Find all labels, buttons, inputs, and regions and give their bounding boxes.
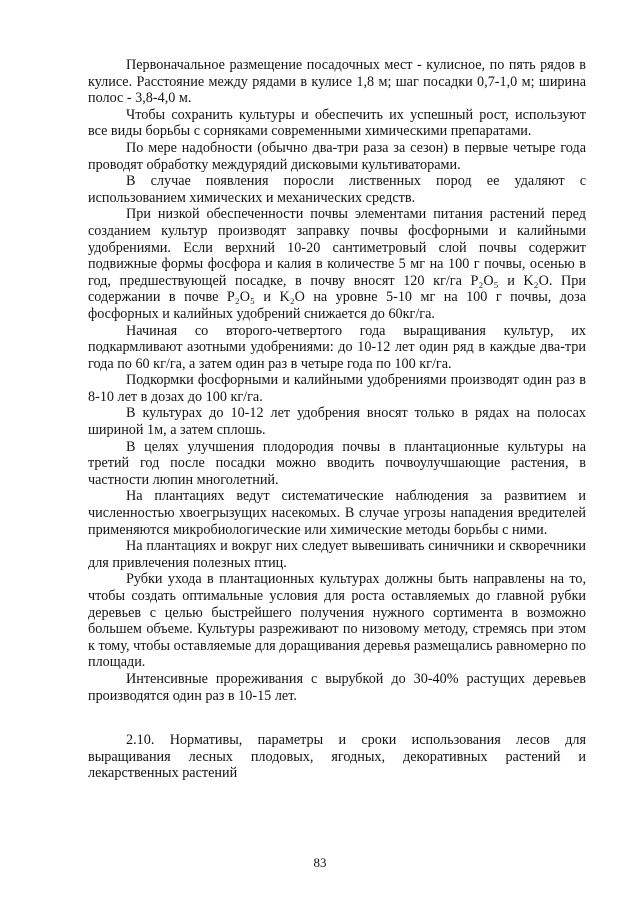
paragraph-3: По мере надобности (обычно два-три раза за сезон) в первые четыре года проводят обработку междурядий дисковыми культиваторами. <box>88 139 586 173</box>
body-text <box>88 57 586 782</box>
paragraph-13: Интенсивные прореживания с вырубкой до 30-40% растущих деревьев производятся один раз в 10-15 лет. <box>88 670 586 704</box>
paragraph-1: Первоначальное размещение посадочных мест - кулисное, по пять рядов в кулисе. Расстояние между рядами в кулисе 1,8 м; шаг посадки 0,7-1,0 м; ширина полос - 3,8-4,0 м. <box>88 57 586 107</box>
paragraph-11: На плантациях и вокруг них следует вывешивать синичники и скворечники для привлечения полезных птиц. <box>88 538 586 571</box>
paragraph-8: В культурах до 10-12 лет удобрения вносят только в рядах на полосах шириной 1м, а затем сплошь. <box>88 405 586 439</box>
paragraph-9: В целях улучшения плодородия почвы в плантационные культуры на третий год после посадки можно вводить почвоулучшающие растения, в частности люпин многолетний. <box>88 438 586 488</box>
section-heading: 2.10. Нормативы, параметры и сроки использования лесов для выращивания лесных плодовых, ягодных, декоративных растений и лекарственных растений <box>88 732 586 782</box>
paragraph-6: Начиная со второго-четвертого года выращивания культур, их подкармливают азотными удобрениями: до 10-12 лет один ряд в каждые два-три года по 60 кг/га, а затем один раз в четыре года по 100 кг/га. <box>88 322 586 372</box>
paragraph-2: Чтобы сохранить культуры и обеспечить их успешный рост, используют все виды борьбы с сорняками современными химическими препаратами. <box>88 106 586 140</box>
paragraph-7: Подкормки фосфорными и калийными удобрениями производят один раз в 8-10 лет в дозах до 100 кг/га. <box>88 372 586 405</box>
page-number: 83 <box>313 855 327 870</box>
paragraph-5: При низкой обеспеченности почвы элементами питания растений перед созданием культур производят заправку почвы фосфорными и калийными удобрениями. Если верхний 10-20 сантиметровый слой почвы содержит подвижные формы фосфора и калия в количестве 5 мг на 100 г почвы, осенью в год, предшествующей посадке, в почву вносят 120 кг/га P₂O₅ и K₂O. При содержании в почве P₂O₅ и K₂O на уровне 5-10 мг на 100 г почвы, доза фосфорных и калийных удобрений снижается до 60кг/га. <box>88 206 586 322</box>
paragraph-10: На плантациях ведут систематические наблюдения за развитием и численностью хвоегрызущих насекомых. В случае угрозы нападения вредителей применяются микробиологические или химические методы борьбы с ними. <box>88 488 586 538</box>
paragraph-4: В случае появления поросли лиственных пород ее удаляют с использованием химических и механических средств. <box>88 173 586 206</box>
paragraph-12: Рубки ухода в плантационных культурах должны быть направлены на то, чтобы создать оптимальные условия для роста оставляемых до главной рубки деревьев с целью быстрейшего получения нужного сортимента в возможно большем объеме. Культуры разреживают по низовому методу, стремясь при этом к тому, чтобы оставляемые для доращивания деревья размещались равномерно по площади. <box>88 571 586 671</box>
